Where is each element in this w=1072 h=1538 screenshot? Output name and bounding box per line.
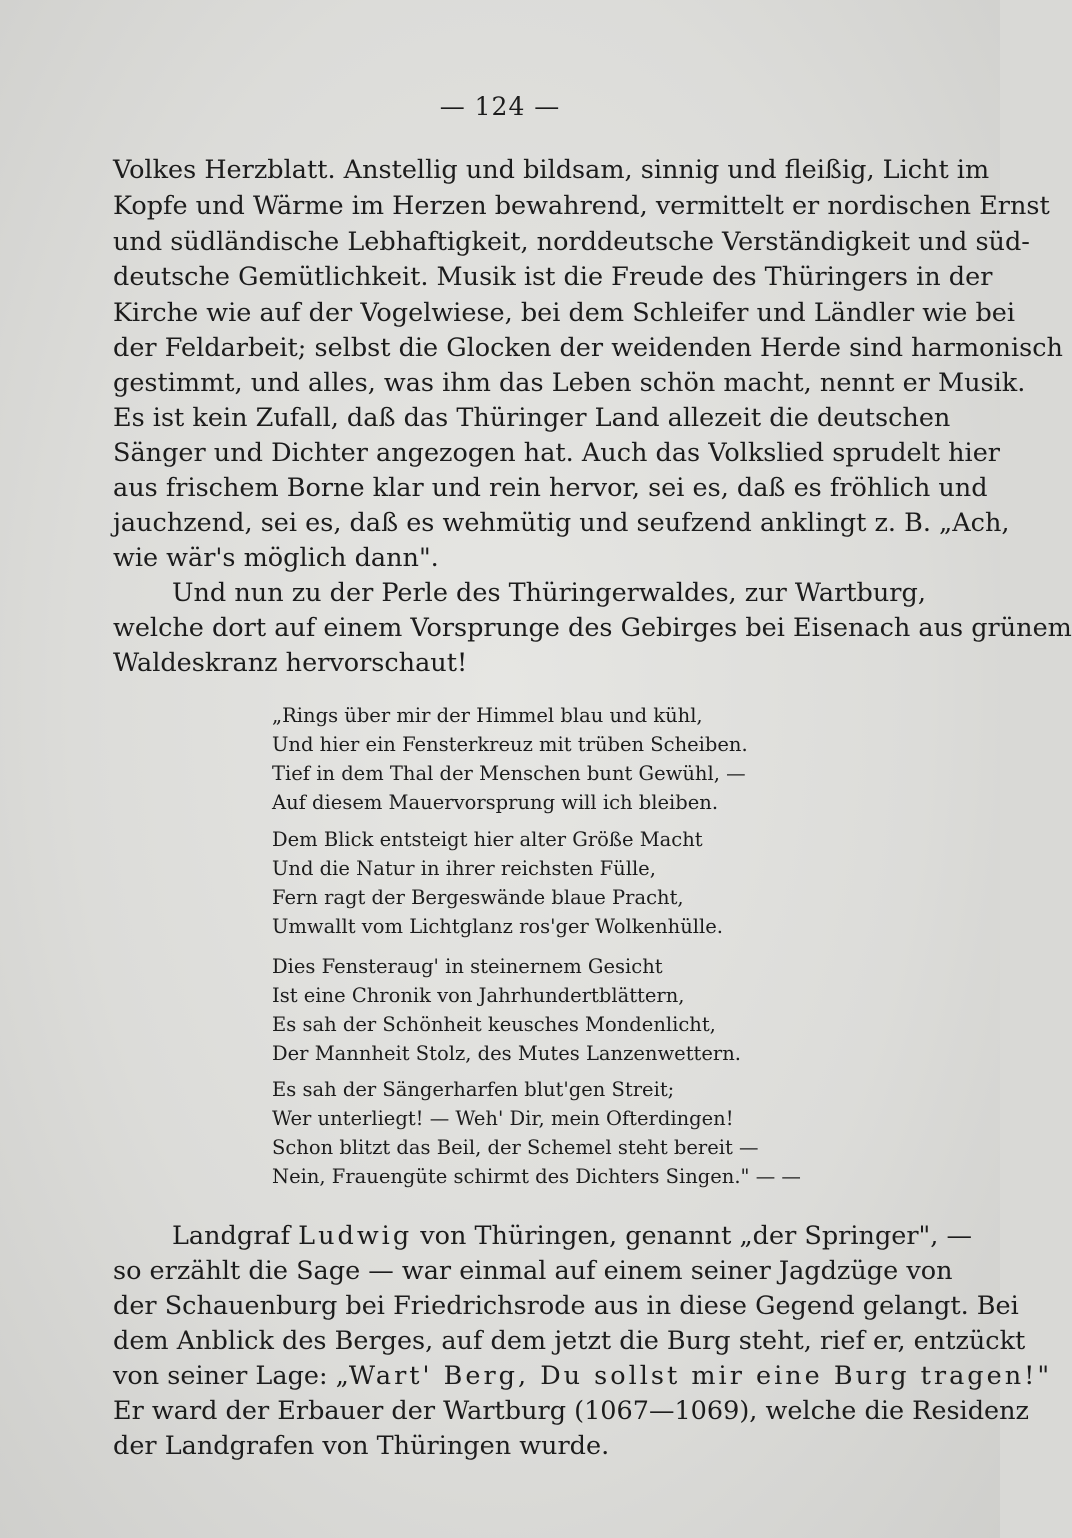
poem-line: Auf diesem Mauervorsprung will ich bleiben. (272, 791, 719, 814)
text-line: der Feldarbeit; selbst die Glocken der weidenden Herde sind harmonisch (113, 333, 1063, 363)
text-line: Kirche wie auf der Vogelwiese, bei dem Schleifer und Ländler wie bei (113, 298, 1016, 328)
poem-line: Schon blitzt das Beil, der Schemel steht bereit — (272, 1136, 759, 1159)
poem-line: „Rings über mir der Himmel blau und kühl, (272, 704, 703, 727)
poem-line: Der Mannheit Stolz, des Mutes Lanzenwettern. (272, 1042, 741, 1065)
text-segment: " (1037, 1361, 1050, 1391)
poem-line: Dem Blick entsteigt hier alter Größe Macht (272, 828, 703, 851)
text-line: Er ward der Erbauer der Wartburg (1067—1069), welche die Residenz (113, 1396, 1029, 1426)
text-line: so erzählt die Sage — war einmal auf einem seiner Jagdzüge von (113, 1256, 953, 1286)
text-line: und südländische Lebhaftigkeit, norddeutsche Verständigkeit und süd- (113, 227, 1030, 257)
poem-line: Tief in dem Thal der Menschen bunt Gewühl, — (272, 762, 746, 785)
text-line: der Landgrafen von Thüringen wurde. (113, 1431, 610, 1461)
poem-line: Ist eine Chronik von Jahrhundertblättern, (272, 984, 685, 1007)
emphasized-quote: Wart' Berg, Du sollst mir eine Burg tragen! (348, 1361, 1038, 1391)
poem-line: Wer unterliegt! — Weh' Dir, mein Ofterdingen! (272, 1107, 734, 1130)
poem-line: Fern ragt der Bergeswände blaue Pracht, (272, 886, 684, 909)
text-line: Waldeskranz hervorschaut! (113, 648, 468, 678)
text-line (113, 1361, 1050, 1391)
text-line: jauchzend, sei es, daß es wehmütig und seufzend anklingt z. B. „Ach, (113, 508, 1010, 538)
text-line: Es ist kein Zufall, daß das Thüringer Land allezeit die deutschen (113, 403, 951, 433)
poem-line: Nein, Frauengüte schirmt des Dichters Singen." — — (272, 1165, 801, 1188)
text-segment: von seiner Lage: „ (113, 1361, 349, 1391)
poem-line: Es sah der Schönheit keusches Mondenlicht, (272, 1013, 716, 1036)
poem-line: Und hier ein Fensterkreuz mit trüben Scheiben. (272, 733, 748, 756)
text-line: deutsche Gemütlichkeit. Musik ist die Freude des Thüringers in der (113, 262, 993, 292)
text-line: welche dort auf einem Vorsprunge des Gebirges bei Eisenach aus grünem (113, 613, 1072, 643)
page-number: — 124 — (439, 92, 561, 121)
text-line (172, 1221, 972, 1251)
emphasized-name: Ludwig (298, 1221, 413, 1251)
text-line: Volkes Herzblatt. Anstellig und bildsam, sinnig und fleißig, Licht im (113, 155, 990, 185)
text-line: aus frischem Borne klar und rein hervor, sei es, daß es fröhlich und (113, 473, 988, 503)
text-line: der Schauenburg bei Friedrichsrode aus in diese Gegend gelangt. Bei (113, 1291, 1019, 1321)
text-line: Und nun zu der Perle des Thüringerwaldes, zur Wartburg, (172, 578, 926, 608)
poem-line: Umwallt vom Lichtglanz ros'ger Wolkenhülle. (272, 915, 723, 938)
text-line: wie wär's möglich dann". (113, 543, 439, 573)
text-line: dem Anblick des Berges, auf dem jetzt die Burg steht, rief er, entzückt (113, 1326, 1026, 1356)
text-segment: von Thüringen, genannt „der Springer", — (412, 1221, 972, 1251)
text-segment: Landgraf (172, 1221, 299, 1251)
poem-line: Es sah der Sängerharfen blut'gen Streit; (272, 1078, 675, 1101)
text-line: Sänger und Dichter angezogen hat. Auch das Volkslied sprudelt hier (113, 438, 1000, 468)
poem-line: Und die Natur in ihrer reichsten Fülle, (272, 857, 656, 880)
text-line: Kopfe und Wärme im Herzen bewahrend, vermittelt er nordischen Ernst (113, 191, 1050, 221)
text-line: gestimmt, und alles, was ihm das Leben schön macht, nennt er Musik. (113, 368, 1026, 398)
poem-line: Dies Fensteraug' in steinernem Gesicht (272, 955, 663, 978)
